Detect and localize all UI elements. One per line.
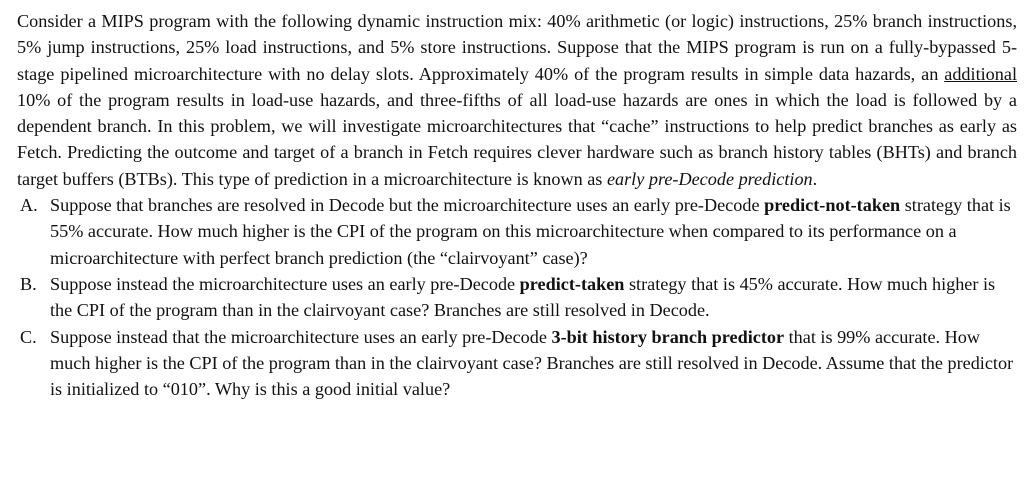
problem-document (17, 8, 1017, 402)
part-b-letter: B. (20, 273, 37, 294)
part-c-bold: 3-bit history branch predictor (551, 326, 785, 347)
part-c-letter: C. (20, 326, 37, 347)
problem-parts-list (17, 192, 1017, 402)
part-a-text: Suppose that branches are resolved in Decode but the microarchitecture uses an early pre-Decode (50, 195, 765, 216)
part-a (17, 192, 1017, 271)
intro-text-1: Consider a MIPS program with the following dynamic instruction mix: 40% arithmetic (or logic) instructions, 25% branch instructions, 5% jump instructions, 25% load instructions, and 5% store instructions. Suppose that the MIPS program is run on a fully-bypassed 5-stage pipelined microarchitecture with no delay slots. Approximately 40% of the program results in simple data hazards, an (17, 11, 1017, 84)
part-a-text-2: strategy that is 55% accurate. How much higher is the CPI of the program on this microarchitecture when compared to its performance on a microarchitecture with perfect branch prediction (the “clairvoyant” case)? (50, 195, 1011, 268)
part-c-text: Suppose instead that the microarchitecture uses an early pre-Decode (50, 326, 552, 347)
part-b-text-2: strategy that is 45% accurate. How much higher is the CPI of the program than in the clairvoyant case? Branches are still resolved in Decode. (50, 273, 996, 321)
part-b-bold: predict-taken (519, 273, 625, 294)
intro-text-3: . (812, 168, 818, 189)
problem-intro (17, 8, 1017, 192)
part-a-bold: predict-not-taken (764, 195, 901, 216)
part-b-text: Suppose instead the microarchitecture uses an early pre-Decode (50, 273, 520, 294)
part-b (17, 271, 1017, 324)
intro-text-2: 10% of the program results in load-use hazards, and three-fifths of all load-use hazards are ones in which the load is followed by a dependent branch. In this problem, we will investigate microarchitectures that “cache” instructions to help predict branches as early as Fetch. Predicting the outcome and target of a branch in Fetch requires clever hardware such as branch history tables (BHTs) and branch target buffers (BTBs). This type of prediction in a microarchitecture is known as (17, 89, 1017, 189)
intro-italic-term: early pre-Decode prediction (606, 168, 813, 189)
part-a-letter: A. (20, 195, 38, 216)
intro-underlined-word: additional (944, 63, 1017, 84)
part-c (17, 324, 1017, 403)
part-c-text-2: that is 99% accurate. How much higher is the CPI of the program than in the clairvoyant case? Branches are still resolved in Decode. Assume that the predictor is initialized to “010”. Why is this a good initial value? (50, 326, 1014, 400)
